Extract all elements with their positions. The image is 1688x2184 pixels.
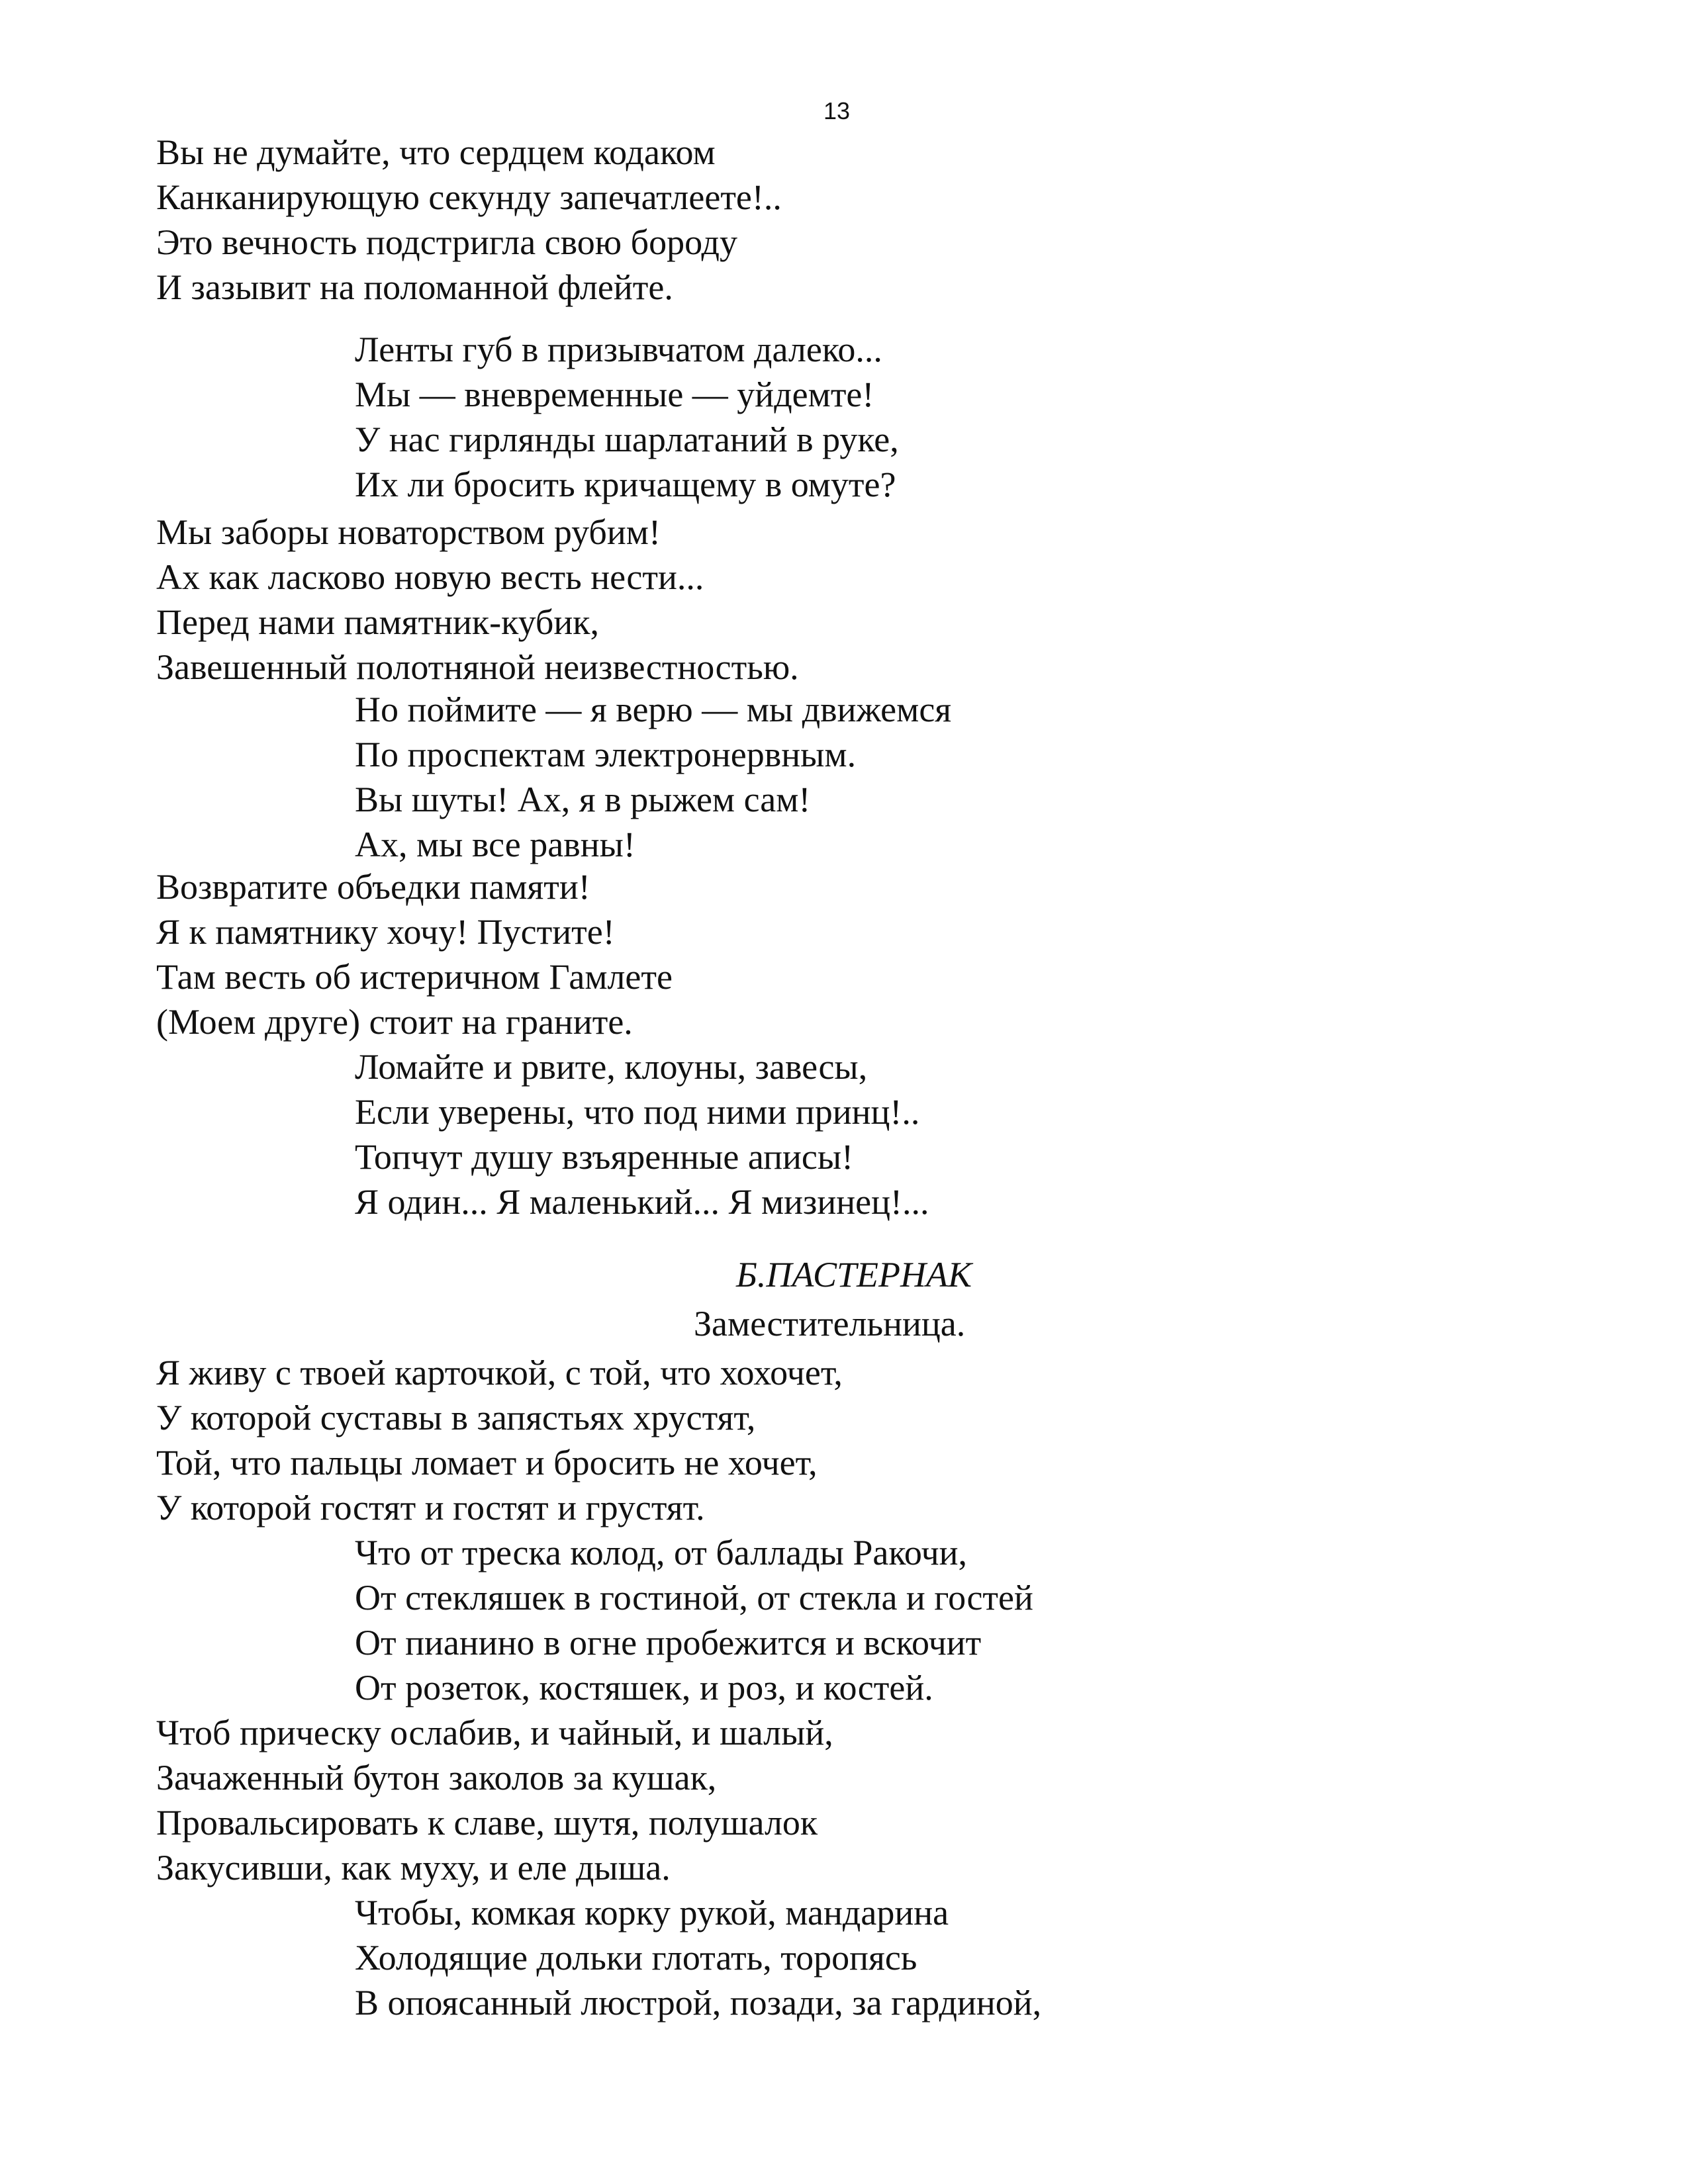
- verse-line: Канканирующую секунду запечатлеете!..: [156, 177, 782, 217]
- verse-line: Перед нами памятник-кубик,: [156, 602, 599, 642]
- verse-line: Ах как ласково новую весть нести...: [156, 557, 704, 597]
- poem2-stanza-4: [355, 1890, 1041, 2025]
- poem2-stanza-1: [156, 1350, 843, 1530]
- verse-line: Мы — вневременные — уйдемте!: [355, 375, 874, 414]
- verse-line: Возвратите объедки памяти!: [156, 867, 590, 907]
- verse-line: По проспектам электронервным.: [355, 735, 857, 774]
- verse-line: Если уверены, что под ними принц!..: [355, 1092, 920, 1132]
- verse-line: Закусивши, как муху, и еле дыша.: [156, 1848, 671, 1888]
- verse-line: Ленты губ в призывчатом далеко...: [355, 330, 882, 369]
- verse-line: Мы заборы новаторством рубим!: [156, 512, 661, 552]
- poem1-stanza-4: [355, 687, 951, 867]
- verse-line: Я к памятнику хочу! Пустите!: [156, 912, 615, 952]
- verse-line: Топчут душу взъяренные аписы!: [355, 1137, 854, 1177]
- verse-line: Той, что пальцы ломает и бросить не хочет,: [156, 1443, 818, 1482]
- poem1-stanza-6: [355, 1044, 929, 1224]
- verse-line: От розеток, костяшек, и роз, и костей.: [355, 1668, 933, 1707]
- verse-line: У нас гирлянды шарлатаний в руке,: [355, 420, 899, 459]
- poem-title: Заместительница.: [694, 1304, 966, 1343]
- verse-line: От стекляшек в гостиной, от стекла и гостей: [355, 1578, 1033, 1617]
- verse-line: В опоясанный люстрой, позади, за гардиной,: [355, 1983, 1042, 2023]
- verse-line: Холодящие дольки глотать, торопясь: [355, 1938, 917, 1978]
- poem2-stanza-3: [156, 1710, 833, 1890]
- verse-line: Что от треска колод, от баллады Ракочи,: [355, 1533, 968, 1572]
- page-number: 13: [823, 97, 851, 124]
- verse-line: Зачаженный бутон заколов за кушак,: [156, 1758, 717, 1797]
- verse-line: Там весть об истеричном Гамлете: [156, 957, 673, 997]
- verse-line: Ломайте и рвите, клоуны, завесы,: [355, 1047, 868, 1087]
- verse-line: Ах, мы все равны!: [355, 825, 635, 864]
- author-name: Б.ПАСТЕРНАК: [736, 1255, 972, 1295]
- verse-line: Я один... Я маленький... Я мизинец!...: [355, 1182, 929, 1222]
- poem1-stanza-2: [355, 327, 899, 507]
- verse-line: Завешенный полотняной неизвестностью.: [156, 647, 799, 687]
- verse-line: От пианино в огне пробежится и вскочит: [355, 1623, 982, 1662]
- poem1-stanza-3: [156, 510, 799, 690]
- verse-line: И зазывит на поломанной флейте.: [156, 267, 673, 307]
- verse-line: Это вечность подстригла свою бороду: [156, 222, 738, 262]
- verse-line: У которой суставы в запястьях хрустят,: [156, 1398, 756, 1437]
- verse-line: Чтоб прическу ослабив, и чайный, и шалый,: [156, 1713, 833, 1752]
- verse-line: (Моем друге) стоит на граните.: [156, 1002, 633, 1042]
- verse-line: Но поймите — я верю — мы движемся: [355, 690, 952, 729]
- verse-line: Провальсировать к славе, шутя, полушалок: [156, 1803, 818, 1843]
- verse-line: У которой гостят и гостят и грустят.: [156, 1488, 705, 1527]
- verse-line: Чтобы, комкая корку рукой, мандарина: [355, 1893, 949, 1933]
- verse-line: Вы шуты! Ах, я в рыжем сам!: [355, 780, 811, 819]
- poem1-stanza-1: [156, 130, 782, 310]
- verse-line: Вы не думайте, что сердцем кодаком: [156, 132, 716, 172]
- verse-line: Я живу с твоей карточкой, с той, что хохочет,: [156, 1353, 843, 1392]
- verse-line: Их ли бросить кричащему в омуте?: [355, 465, 896, 504]
- poem2-stanza-2: [355, 1530, 1033, 1710]
- poem1-stanza-5: [156, 864, 673, 1044]
